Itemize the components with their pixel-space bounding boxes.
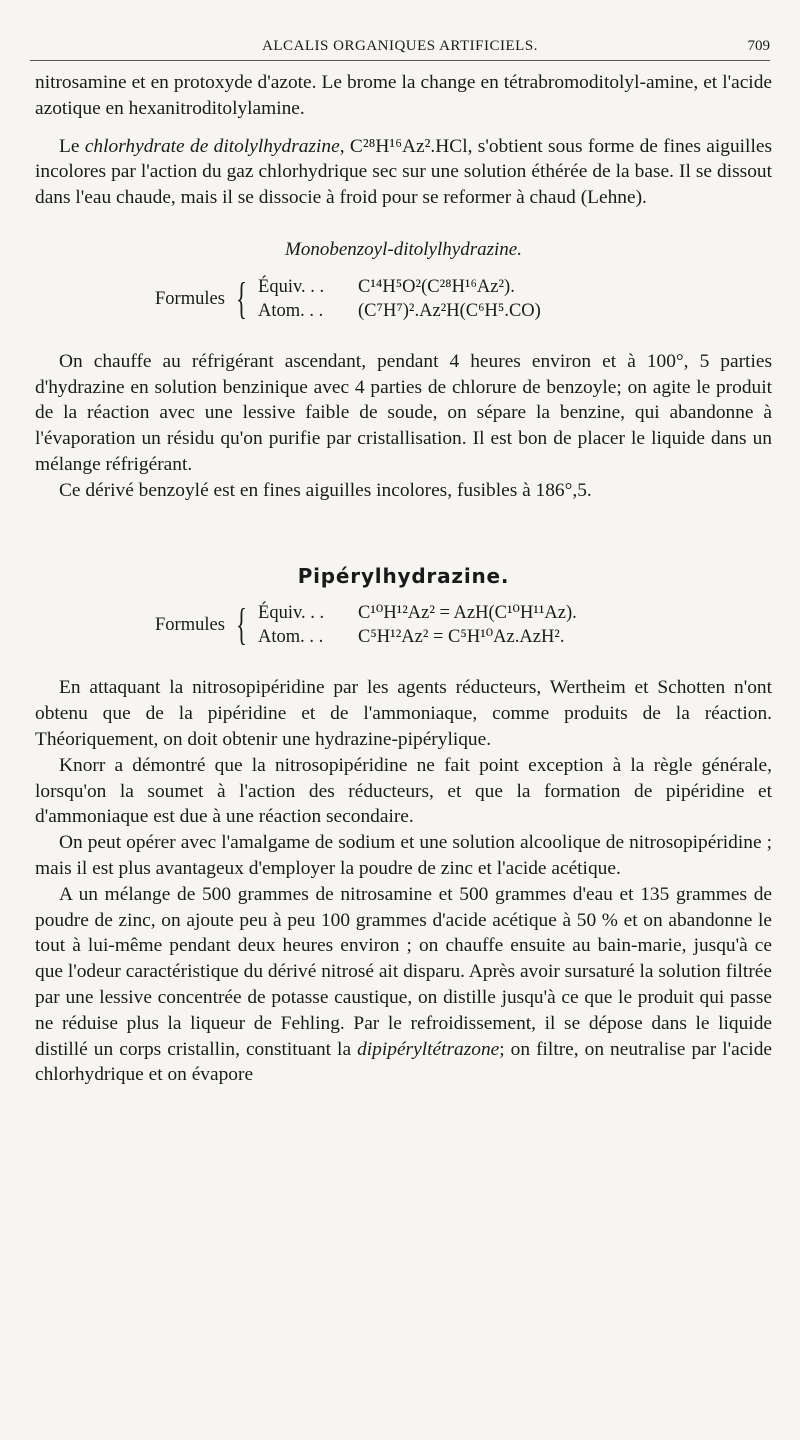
section-title: Pipérylhydrazine. (297, 563, 510, 588)
paragraph: On peut opérer avec l'amalgame de sodium et une solution alcoolique de nitrosopipéridine ; mais il est plus avantageux d'employer la poudre de zinc et l'acide acétique. (35, 832, 772, 879)
paragraph: A un mélange de 500 grammes de nitrosamine et 500 grammes d'eau et 135 grammes de poudre de zinc, on ajoute peu à peu 100 grammes d'acide acétique à 50 % et on abandonne le tout à lui-même pendant deux heures environ ; on chauffe ensuite au bain-marie, jusqu'à ce que l'odeur caractéristique du dérivé nitrosé ait disparu. Après avoir sursaturé la solution filtrée par une lessive concentrée de potasse caustique, on distille jusqu'à ce que le produit qui passe ne réduise plus la liqueur de Fehling. Par le refroidissement, il se dépose dans le liquide distillé un corps cristallin, constituant la dipipéryltétrazone; on filtre, on neutralise par l'acide chlorhydrique et on évapore (35, 883, 772, 1086)
paragraph: Ce dérivé benzoylé est en fines aiguilles incolores, fusibles à 186°,5. (59, 479, 592, 501)
paragraph: On chauffe au réfrigérant ascendant, pendant 4 heures environ et à 100°, 5 parties d'hydrazine en solution benzinique avec 4 parties de chlorure de benzoyle; on agite le produit de la réaction avec une lessive faible de soude, on sépare la benzine, qui abandonne à l'évaporation un résidu qu'on purifie par cristallisation. Il est bon de placer le liquide dans un mélange réfrigérant. (35, 350, 772, 475)
formula-label: Formules (155, 615, 225, 636)
formula-label: Formules (155, 288, 225, 309)
term: dipipéryltétrazone (357, 1038, 500, 1060)
brace-icon: { (236, 600, 247, 650)
formula-row: Atom. . . (C⁷H⁷)².Az²H(C⁶H⁵.CO) (258, 300, 541, 321)
paragraph: nitrosamine et en protoxyde d'azote. Le brome la change en tétrabromoditolyl-amine, et l'acide azotique en hexanitroditolylamine. (35, 72, 772, 119)
formula-row: Équiv. . . C¹⁰H¹²Az² = AzH(C¹⁰H¹¹Az). (258, 603, 577, 624)
header-rule (30, 60, 770, 61)
brace-icon: { (236, 273, 247, 323)
running-head (30, 38, 770, 58)
paragraph: En attaquant la nitrosopipéridine par les agents réducteurs, Wertheim et Schotten n'ont obtenu que de la pipéridine et de l'ammoniaque, comme produits de la réaction. Théoriquement, on doit obtenir une hydrazine-pipérylique. (35, 677, 772, 750)
formula-block (155, 601, 772, 649)
paragraph: Le chlorhydrate de ditolylhydrazine, C²⁸H¹⁶Az².HCl, s'obtient sous forme de fines aiguilles incolores par l'action du gaz chlorhydrique sec sur une solution éthérée de la base. Il se dissout dans l'eau chaude, mais il se dissocie à froid pour se reformer à chaud (Lehne). (35, 135, 772, 209)
formula-block (155, 275, 772, 323)
formula-row: Atom. . . C⁵H¹²Az² = C⁵H¹⁰Az.AzH². (258, 627, 565, 648)
page-number: 709 (747, 38, 770, 54)
page-body (35, 70, 772, 1088)
formula-row: Équiv. . . C¹⁴H⁵O²(C²⁸H¹⁶Az²). (258, 276, 515, 297)
running-title: ALCALIS ORGANIQUES ARTIFICIELS. (262, 38, 538, 54)
paragraph: Knorr a démontré que la nitrosopipéridine ne fait point exception à la règle générale, lorsqu'on la soumet à l'action des réducteurs, et que la formation de pipéridine et d'ammoniaque est due à une réaction secondaire. (35, 754, 772, 828)
term: chlorhydrate de ditolylhydrazine (84, 135, 340, 157)
section-title: Monobenzoyl-ditolylhydrazine. (285, 238, 522, 260)
